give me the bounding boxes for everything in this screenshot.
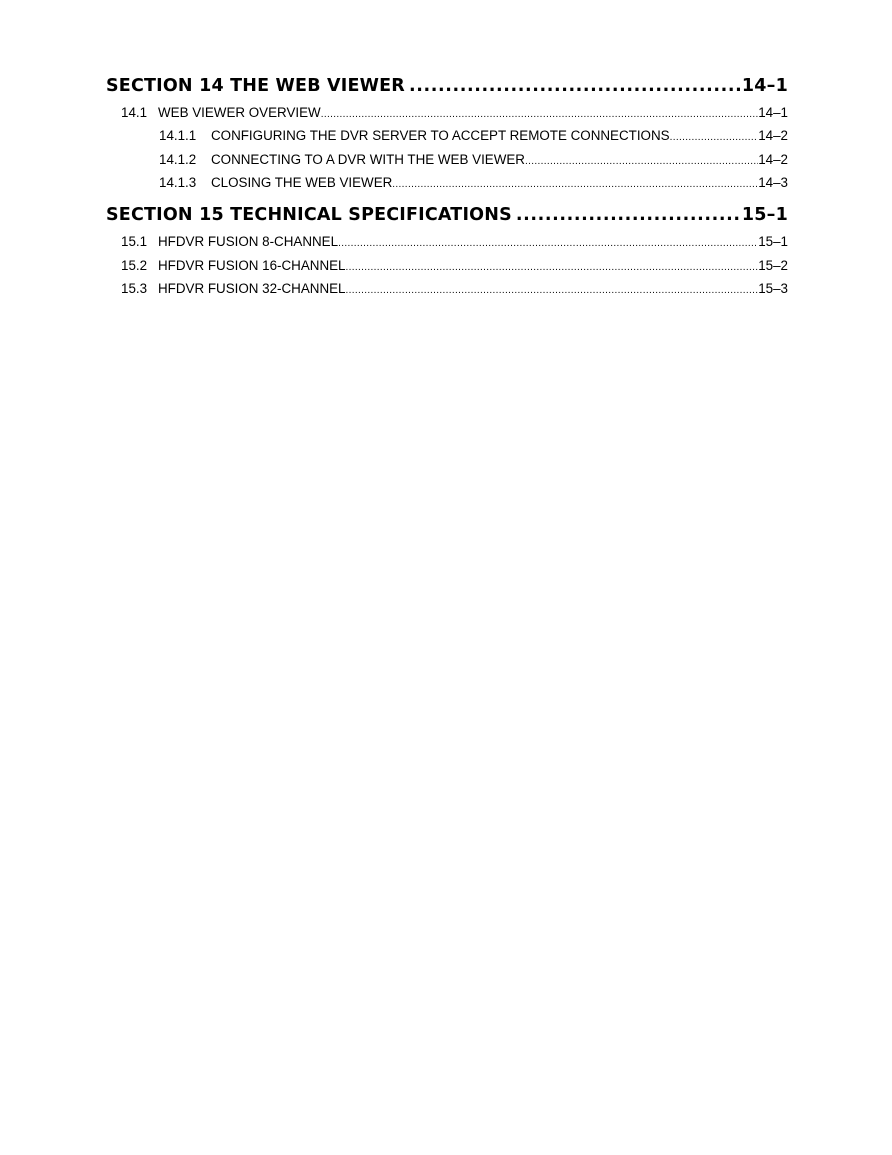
toc-entry[interactable] xyxy=(159,128,788,143)
toc-entry-number: 15.1 xyxy=(121,234,148,249)
toc-dot-leader xyxy=(525,156,758,167)
toc-page-number: 14–3 xyxy=(758,175,788,190)
toc-entry-title: WEB VIEWER OVERVIEW xyxy=(158,105,321,120)
toc-dot-leader xyxy=(321,109,759,120)
toc-dot-leader xyxy=(392,179,758,190)
toc-page-number: 15–1 xyxy=(758,234,788,249)
toc-entry-number: 15.3 xyxy=(121,281,148,296)
toc-section-title: SECTION 15 TECHNICAL SPECIFICATIONS xyxy=(106,205,512,225)
toc-entry-number: 14.1.2 xyxy=(159,152,197,167)
toc-page-number: 15–1 xyxy=(741,205,788,225)
toc-entry[interactable] xyxy=(121,234,788,249)
toc-page-number: 14–1 xyxy=(758,105,788,120)
toc-entry-title: CONNECTING TO A DVR WITH THE WEB VIEWER xyxy=(211,152,525,167)
toc-entry-title: HFDVR FUSION 16-CHANNEL xyxy=(158,258,346,273)
toc-entry-title: HFDVR FUSION 8-CHANNEL xyxy=(158,234,339,249)
toc-entry-number: 14.1.3 xyxy=(159,175,197,190)
toc-entry[interactable] xyxy=(121,281,788,296)
toc-entry[interactable] xyxy=(121,258,788,273)
toc-dot-leader xyxy=(346,285,759,296)
toc-page-number: 14–1 xyxy=(741,76,788,96)
toc-entry-title: CONFIGURING THE DVR SERVER TO ACCEPT REMOTE CONNECTIONS xyxy=(211,128,670,143)
toc-page-number: 14–2 xyxy=(758,152,788,167)
toc-entry[interactable] xyxy=(121,105,788,120)
toc-entry[interactable] xyxy=(159,152,788,167)
toc-section-heading[interactable] xyxy=(106,76,788,96)
toc-entry-number: 14.1 xyxy=(121,105,148,120)
toc-entry-number: 15.2 xyxy=(121,258,148,273)
toc-entry-number: 14.1.1 xyxy=(159,128,197,143)
toc-dot-leader xyxy=(338,238,758,249)
toc-dot-leader xyxy=(405,76,742,96)
toc-page-number: 15–2 xyxy=(758,258,788,273)
toc-dot-leader xyxy=(512,205,742,225)
toc-page-number: 15–3 xyxy=(758,281,788,296)
toc-entry-title: CLOSING THE WEB VIEWER xyxy=(211,175,393,190)
toc-page-number: 14–2 xyxy=(758,128,788,143)
toc-dot-leader xyxy=(670,132,759,143)
toc-entry-title: HFDVR FUSION 32-CHANNEL xyxy=(158,281,346,296)
toc-section-title: SECTION 14 THE WEB VIEWER xyxy=(106,76,405,96)
toc-entry[interactable] xyxy=(159,175,788,190)
toc-dot-leader xyxy=(346,262,759,273)
toc-section-heading[interactable] xyxy=(106,205,788,225)
